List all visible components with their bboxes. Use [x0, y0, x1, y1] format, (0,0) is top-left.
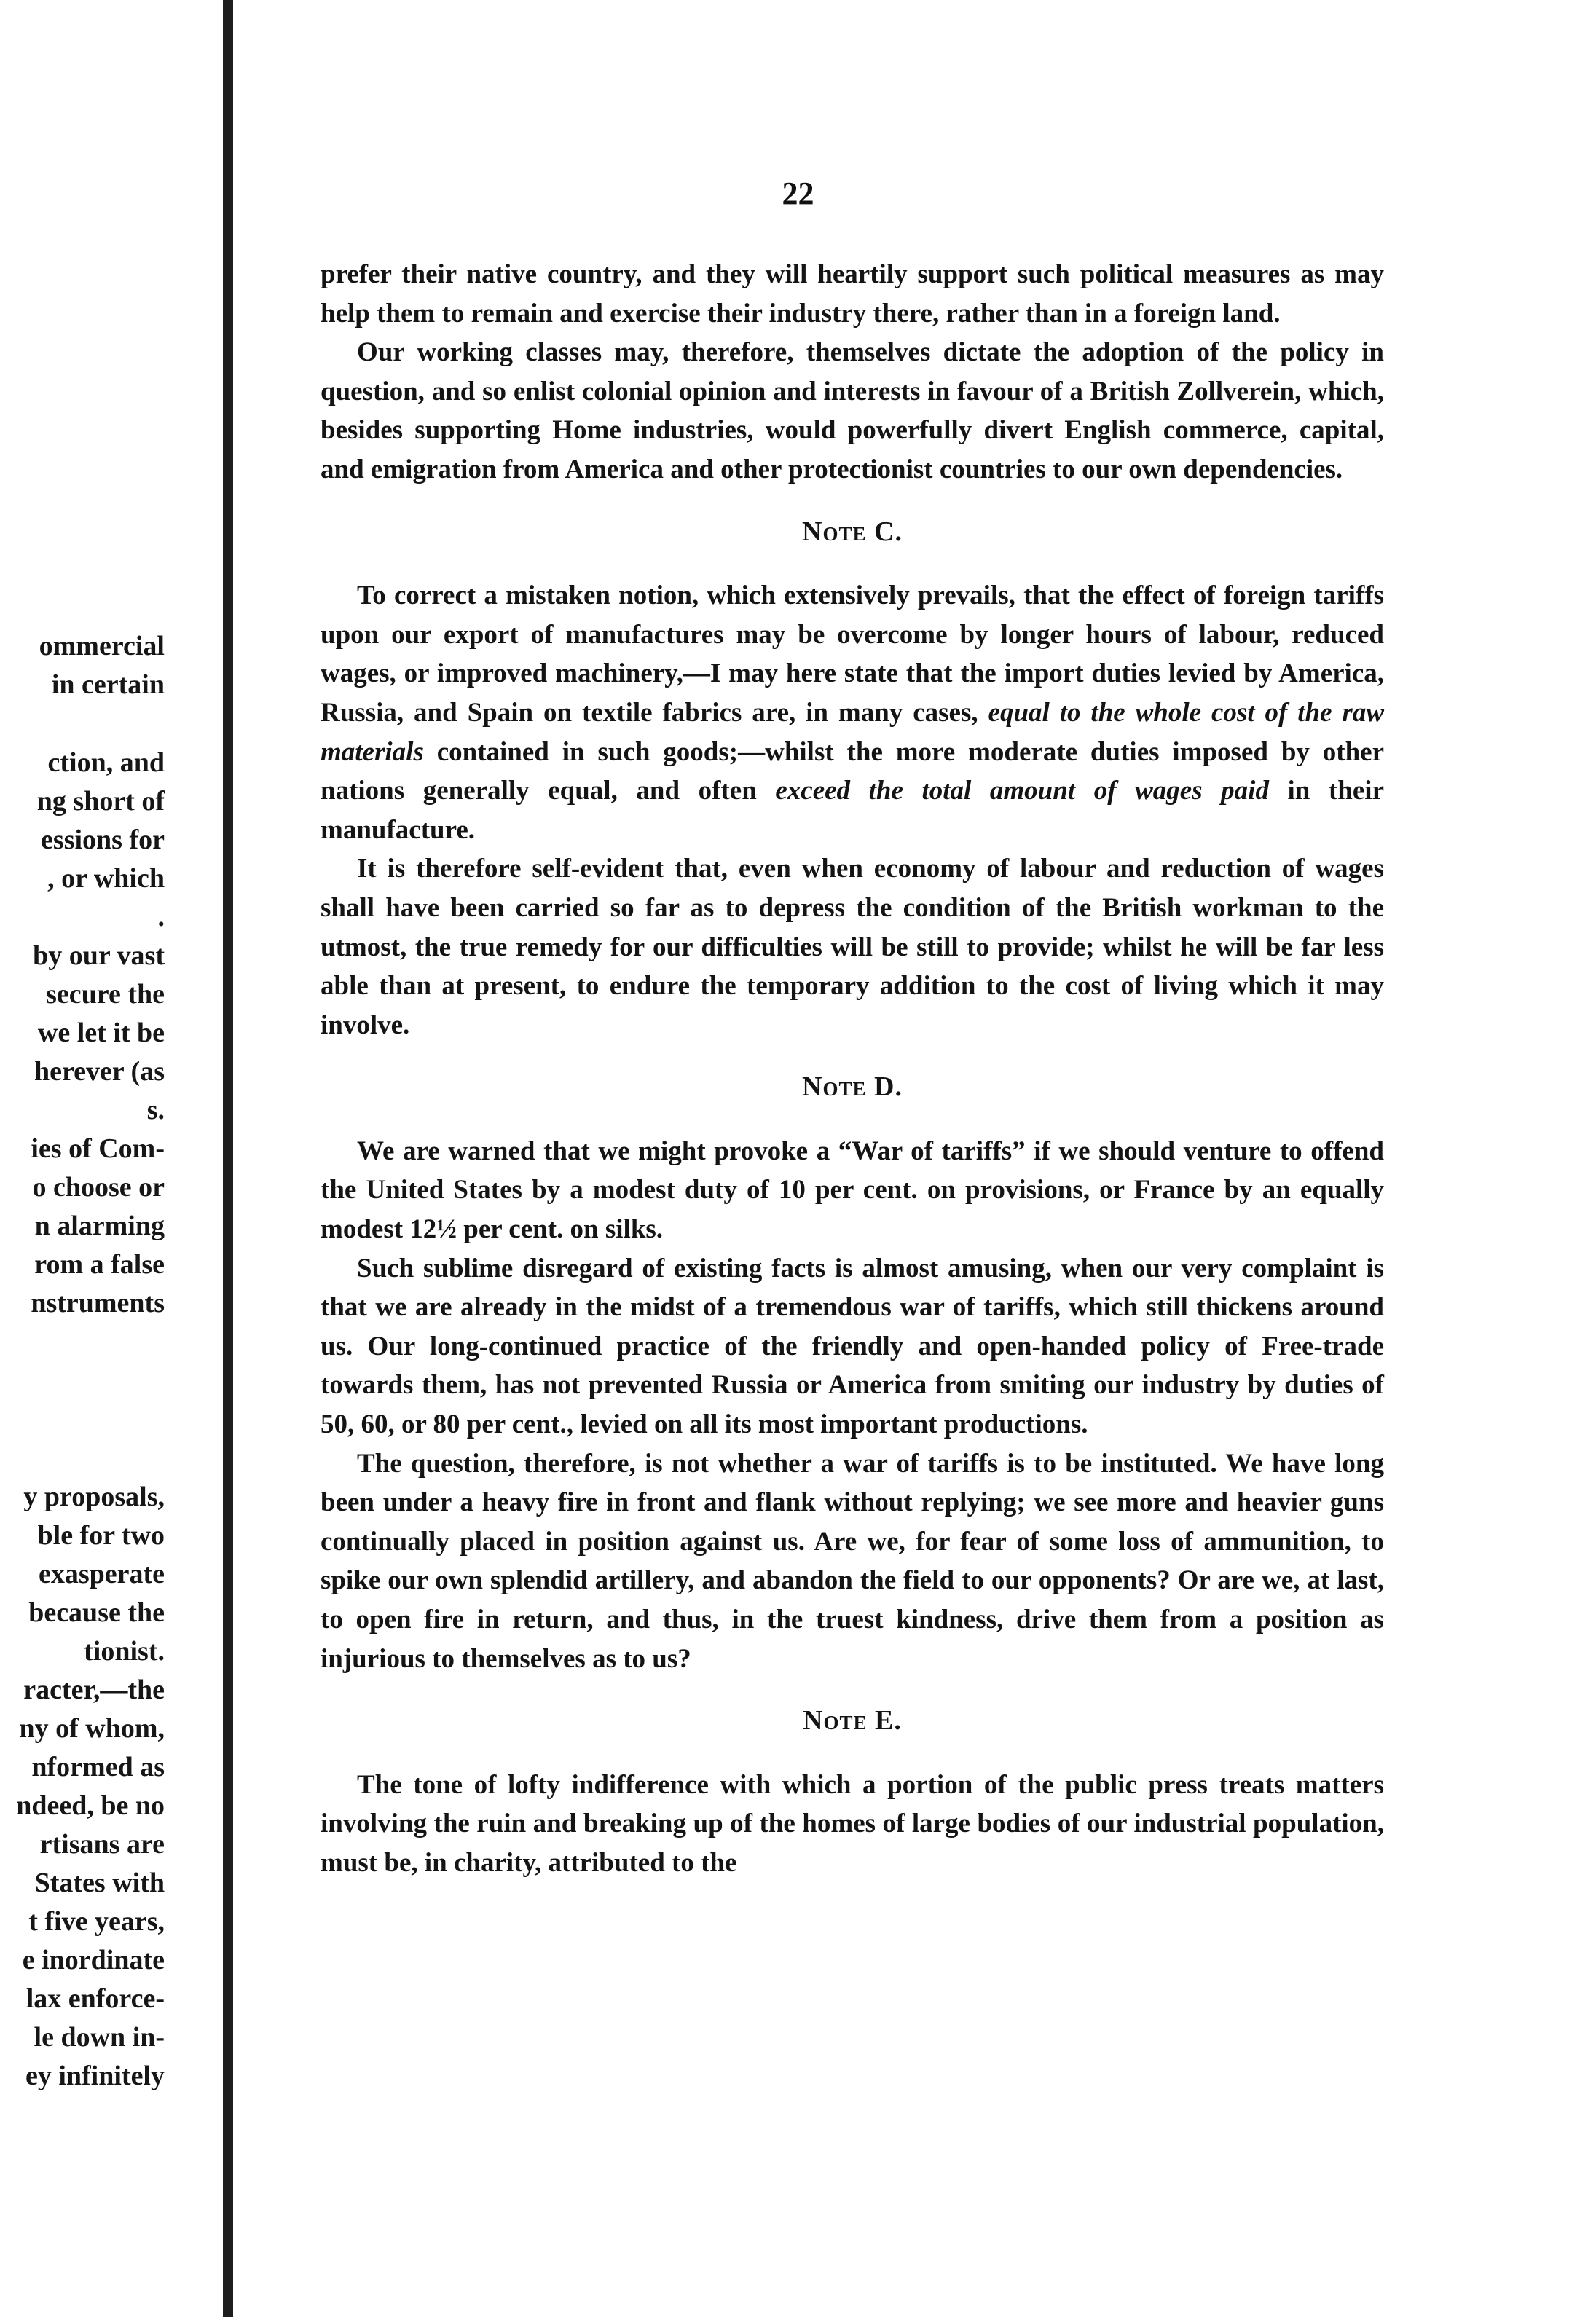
adjacent-page-line: essions for	[41, 825, 165, 855]
paragraph: prefer their native country, and they will heartily support such political measures as may help them to remain and exercise their industry there, rather than in a foreign land.	[321, 259, 1384, 329]
adjacent-page-line: ng short of	[36, 786, 165, 817]
paragraph-text: To correct a mistaken notion, which extensively prevails, that the effect of foreign tariffs upon our export of manufactures may be overcome by longer hours of labour, reduced wages, or improved machinery,—I may here state that the import duties levied by America, Russia, and Spain on textile fabrics are, in many cases,	[321, 581, 1384, 728]
adjacent-page-line: ommercial	[39, 631, 165, 661]
adjacent-page-line: y proposals,	[23, 1482, 165, 1512]
adjacent-page-line: herever (as	[34, 1056, 165, 1087]
emphasis-text: exceed the total amount of wages paid	[775, 776, 1269, 806]
page-number: 22	[782, 176, 814, 211]
adjacent-page-line: ndeed, be no	[16, 1790, 165, 1821]
adjacent-page-line: States with	[34, 1868, 165, 1898]
note-heading: Note E.	[803, 1705, 902, 1736]
adjacent-page-line: rtisans are	[39, 1829, 165, 1860]
paragraph: We are warned that we might provoke a “War of tariffs” if we should venture to offend the United States by a modest duty of 10 per cent. on provisions, or France by an equally modest 12½ per cent. on silks.	[321, 1136, 1384, 1245]
adjacent-page-line: n alarming	[34, 1211, 165, 1241]
adjacent-page-line: s.	[146, 1095, 165, 1125]
adjacent-page-line: ction, and	[47, 747, 165, 778]
adjacent-page-line: rom a false	[34, 1249, 165, 1280]
adjacent-page-line: o choose or	[32, 1172, 165, 1203]
adjacent-page-line: by our vast	[33, 940, 165, 971]
adjacent-page-line: t five years,	[28, 1906, 165, 1937]
paragraph-text: contained in such goods;—whilst the more moderate duties imposed by other nations generally equal, and often	[321, 736, 1384, 806]
adjacent-page-line: in certain	[51, 669, 165, 700]
note-heading: Note C.	[802, 516, 903, 547]
paragraph: Such sublime disregard of existing facts is almost amusing, when our very complaint is that we are already in the midst of a tremendous war of tariffs, which still thickens around us. Our long-continued practice of the friendly and open-handed policy of Free-trade towards them, has not prevented Russia or America from smiting our industry by duties of 50, 60, or 80 per cent., levied on all its most important productions.	[321, 1253, 1384, 1440]
adjacent-page-line: because the	[28, 1597, 165, 1628]
page-body	[321, 255, 1384, 1883]
paragraph: It is therefore self-evident that, even when economy of labour and reduction of wages shall have been carried so far as to depress the condition of the British workman to the utmost, the true remedy for our difficulties will be still to provide; whilst he will be far less able than at present, to endure the temporary addition to the cost of living which it may involve.	[321, 854, 1384, 1040]
paragraph: The question, therefore, is not whether a war of tariffs is to be instituted. We have long been under a heavy fire in front and flank without replying; we see more and heavier guns continually placed in position against us. Are we, for fear of some loss of ammunition, to spike our own splendid artillery, and abandon the field to our opponents? Or are we, at last, to open fire in return, and thus, in the truest kindness, drive them from a position as injurious to themselves as to us?	[321, 1448, 1384, 1674]
adjacent-page-line: tionist.	[84, 1636, 165, 1667]
adjacent-page-line: nformed as	[31, 1752, 165, 1782]
adjacent-page-line: secure the	[46, 979, 165, 1010]
paragraph: The tone of lofty indifference with which a portion of the public press treats matters involving the ruin and breaking up of the homes of large bodies of our industrial population, must be, in charity, attributed to the	[321, 1769, 1384, 1878]
paragraph	[321, 576, 1384, 849]
adjacent-page-line: ny of whom,	[19, 1713, 165, 1744]
emphasis-text: equal to the whole cost of the raw materials	[321, 697, 1385, 767]
paragraph-text: in their manufacture.	[321, 776, 1384, 845]
adjacent-page-line: we let it be	[37, 1018, 165, 1048]
adjacent-page-fragment	[0, 0, 223, 2317]
adjacent-page-line: exasperate	[38, 1559, 165, 1589]
adjacent-page-line: nstruments	[31, 1288, 165, 1318]
adjacent-page-line: racter,—the	[23, 1675, 165, 1705]
binding-gutter	[223, 0, 233, 2317]
adjacent-page-line: , or which	[47, 863, 165, 894]
adjacent-page-line: ble for two	[37, 1520, 165, 1551]
adjacent-page-line: le down in-	[34, 2022, 165, 2053]
adjacent-page-line: ies of Com-	[31, 1133, 165, 1164]
adjacent-page-line: lax enforce-	[25, 1983, 165, 2014]
adjacent-page-line: .	[157, 902, 165, 932]
adjacent-page-line: ey infinitely	[25, 2061, 165, 2091]
adjacent-page-line: e inordinate	[22, 1945, 165, 1975]
paragraph: Our working classes may, therefore, themselves dictate the adoption of the policy in question, and so enlist colonial opinion and interests in favour of a British Zollverein, which, besides supporting Home industries, would powerfully divert English commerce, capital, and emigration from America and other protectionist countries to our own dependencies.	[321, 337, 1384, 484]
note-heading: Note D.	[802, 1071, 903, 1103]
